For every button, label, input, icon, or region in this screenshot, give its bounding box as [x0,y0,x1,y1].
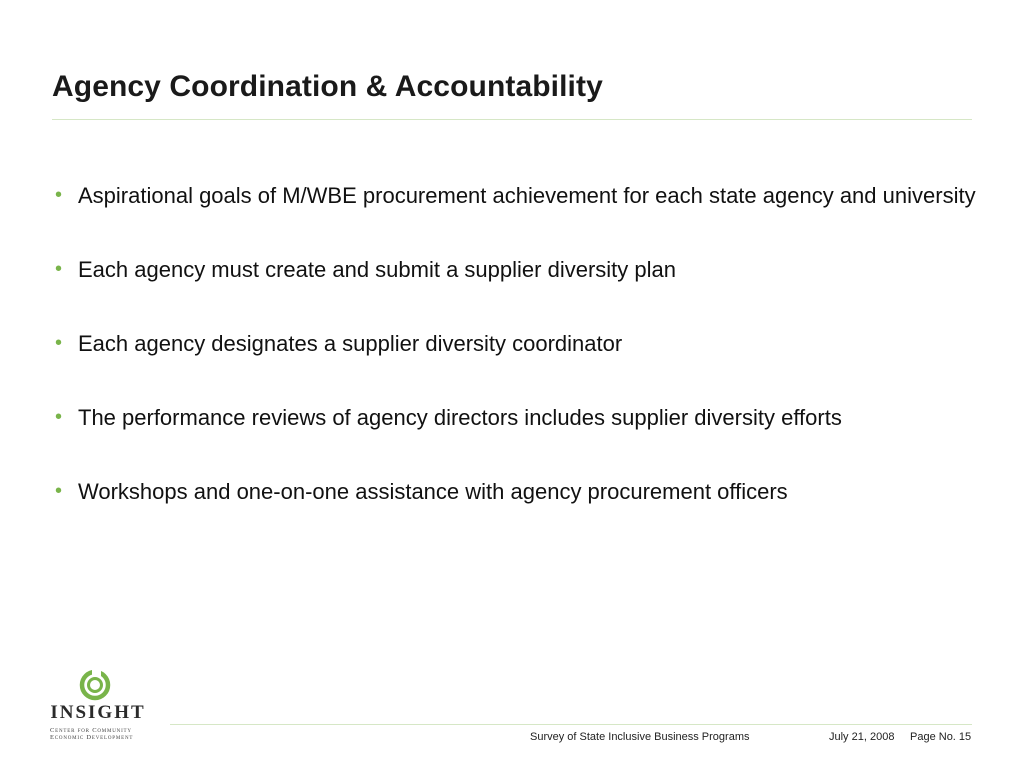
insight-logo [48,668,148,744]
bullet-icon: • [55,332,63,354]
bullet-item [55,180,985,211]
slide-title: Agency Coordination & Accountability [52,70,603,103]
bullet-text: Workshops and one-on-one assistance with agency procurement officers [78,479,788,504]
bullet-item [55,254,985,285]
bullet-text: Each agency designates a supplier diversity coordinator [78,331,623,356]
logo-name: INSIGHT [50,702,146,723]
footer-date: July 21, 2008 [829,731,895,743]
footer-divider [170,724,972,725]
bullet-icon: • [55,258,63,280]
bullet-icon: • [55,480,63,502]
footer-survey-title: Survey of State Inclusive Business Programs [530,731,750,743]
bullet-list [55,180,985,507]
logo-subtitle-line1: Center for Community [50,727,132,734]
bullet-text: Aspirational goals of M/WBE procurement achievement for each state agency and university [78,183,976,208]
bullet-icon: • [55,184,63,206]
footer-page-number: Page No. 15 [910,731,972,743]
swirl-logo-icon [78,668,112,702]
bullet-item [55,402,985,433]
bullet-text: Each agency must create and submit a supplier diversity plan [78,257,676,282]
bullet-item [55,328,985,359]
logo-subtitle-line2: Economic Development [50,734,134,741]
bullet-icon: • [55,406,63,428]
title-divider [52,119,972,120]
bullet-item [55,476,985,507]
bullet-text: The performance reviews of agency directors includes supplier diversity efforts [78,405,842,430]
